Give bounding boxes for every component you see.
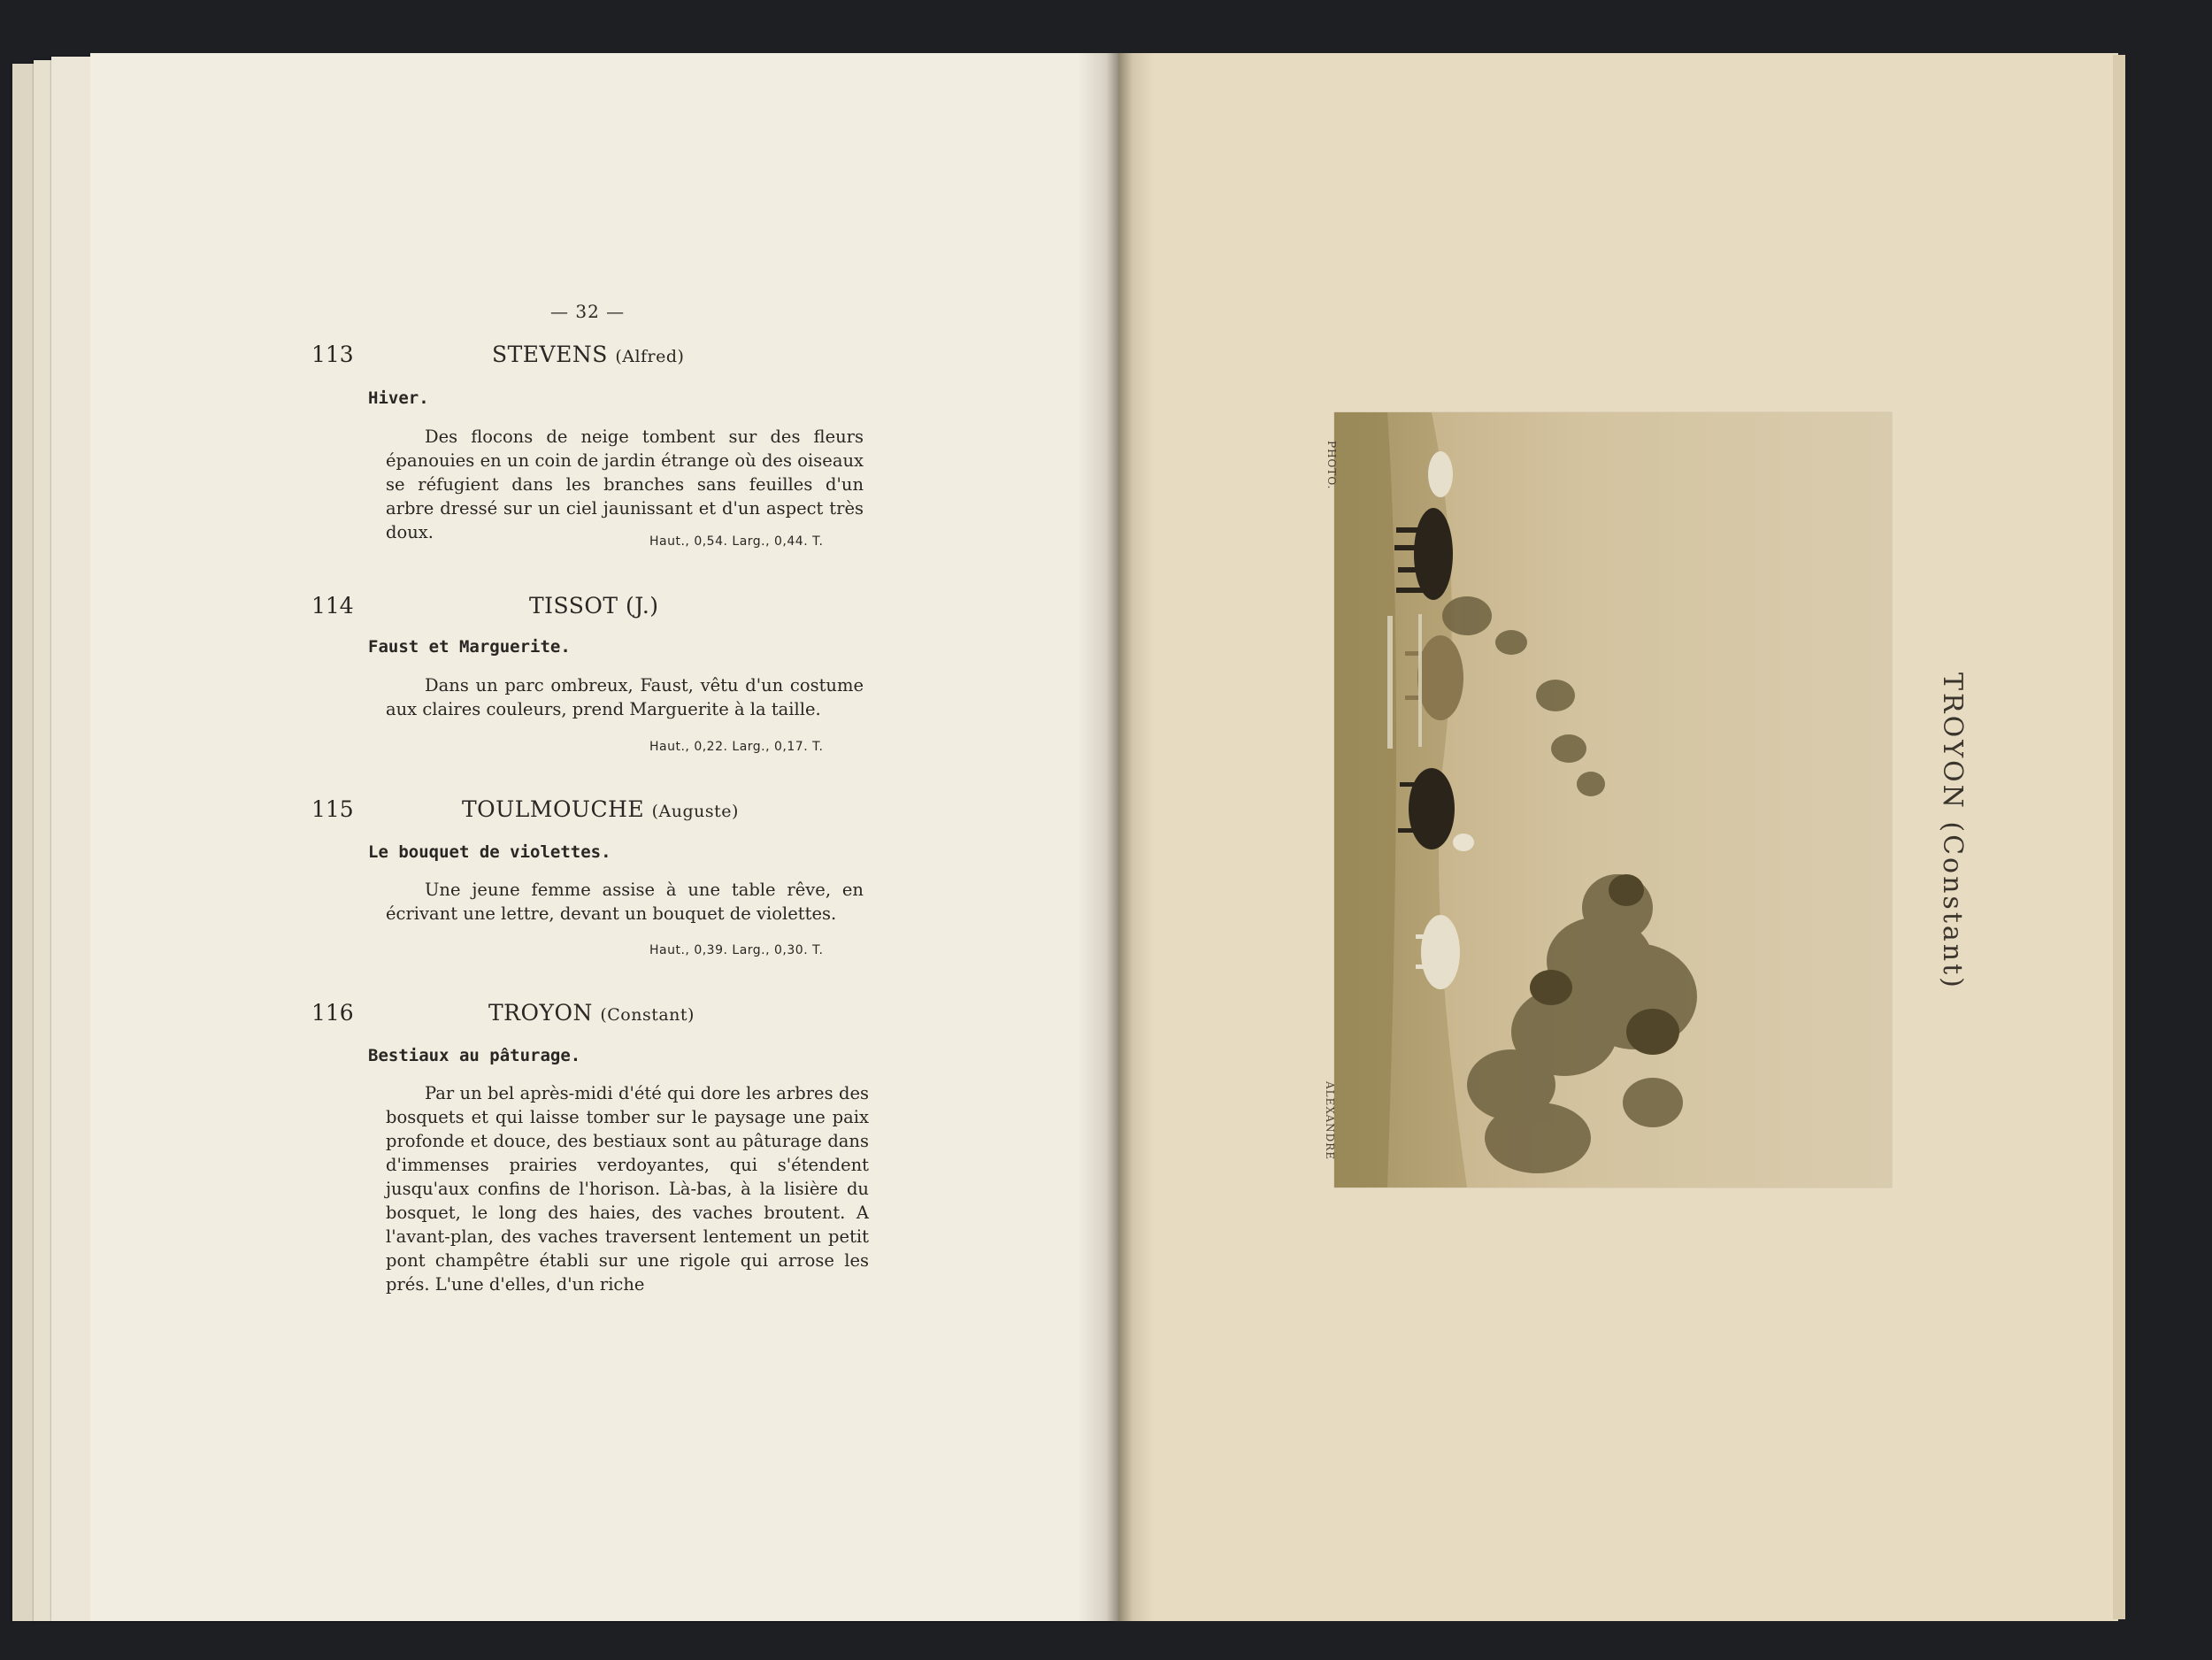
photo-caption: TROYON (Constant) xyxy=(1937,672,1968,990)
photo-credit-bottom: ALEXANDRE xyxy=(1324,1081,1336,1161)
right-page-edge xyxy=(2113,55,2125,1619)
artist-firstname: (Constant) xyxy=(600,1005,695,1025)
entry-artist xyxy=(488,1000,695,1026)
entry-description: Par un bel après-midi d'été qui dore les arbres des bosquets et qui laisse tomber sur le paysage une paix profonde et douce, des bestiaux sont au pâturage dans d'immenses prairies verdoyantes, qui s'étendent jusqu'aux confins de l'horison. Là-bas, à la lisière du bosquet, le long des haies, des vaches broutent. A l'avant-plan, des vaches traversent lentement un petit pont champêtre établi sur une rigole qui arrose les prés. L'une d'elles, d'un riche xyxy=(386,1083,869,1295)
entry-title: Bestiaux au pâturage. xyxy=(368,1046,581,1065)
entry-number: 113 xyxy=(311,342,354,367)
left-page xyxy=(90,53,1118,1621)
artist-firstname: (J.) xyxy=(626,593,659,619)
entry-artist xyxy=(529,593,659,619)
entry-dimensions: Haut., 0,54. Larg., 0,44. T. xyxy=(649,534,824,549)
entry-number: 114 xyxy=(311,593,354,619)
artist-firstname: (Alfred) xyxy=(615,347,685,366)
gutter-shadow-left xyxy=(1078,53,1118,1621)
entry-artist xyxy=(462,796,739,822)
entry-number: 115 xyxy=(311,796,354,822)
entry-description: Une jeune femme assise à une table rêve, en écrivant une lettre, devant un bouquet de violettes. xyxy=(386,880,864,924)
mounted-photograph xyxy=(1334,412,1892,1187)
entry-description: Des flocons de neige tombent sur des fleurs épanouies en un coin de jardin étrange où des oiseaux se réfugient dans les branches sans feuilles d'un arbre dressé sur un ciel jaunissant et d'un aspect très doux. xyxy=(386,427,864,542)
entry-title: Faust et Marguerite. xyxy=(368,637,571,657)
entry-dimensions: Haut., 0,39. Larg., 0,30. T. xyxy=(649,943,824,957)
entry-title: Le bouquet de violettes. xyxy=(368,842,611,862)
artist-surname: TISSOT xyxy=(529,593,618,619)
entry-description: Dans un parc ombreux, Faust, vêtu d'un costume aux claires couleurs, prend Marguerite à la taille. xyxy=(386,675,864,719)
entry-title: Hiver. xyxy=(368,388,429,408)
page-number: — 32 — xyxy=(550,301,626,322)
artist-firstname: (Auguste) xyxy=(651,802,739,821)
artist-surname: STEVENS xyxy=(492,342,608,367)
photograph-scene xyxy=(1334,412,1892,1187)
artist-surname: TOULMOUCHE xyxy=(462,796,645,822)
gutter-shadow-right xyxy=(1118,53,1154,1621)
entry-dimensions: Haut., 0,22. Larg., 0,17. T. xyxy=(649,740,824,754)
photo-credit-top: PHOTO. xyxy=(1325,441,1338,490)
entry-artist xyxy=(492,342,684,367)
entry-number: 116 xyxy=(311,1000,354,1026)
artist-surname: TROYON xyxy=(488,1000,593,1026)
